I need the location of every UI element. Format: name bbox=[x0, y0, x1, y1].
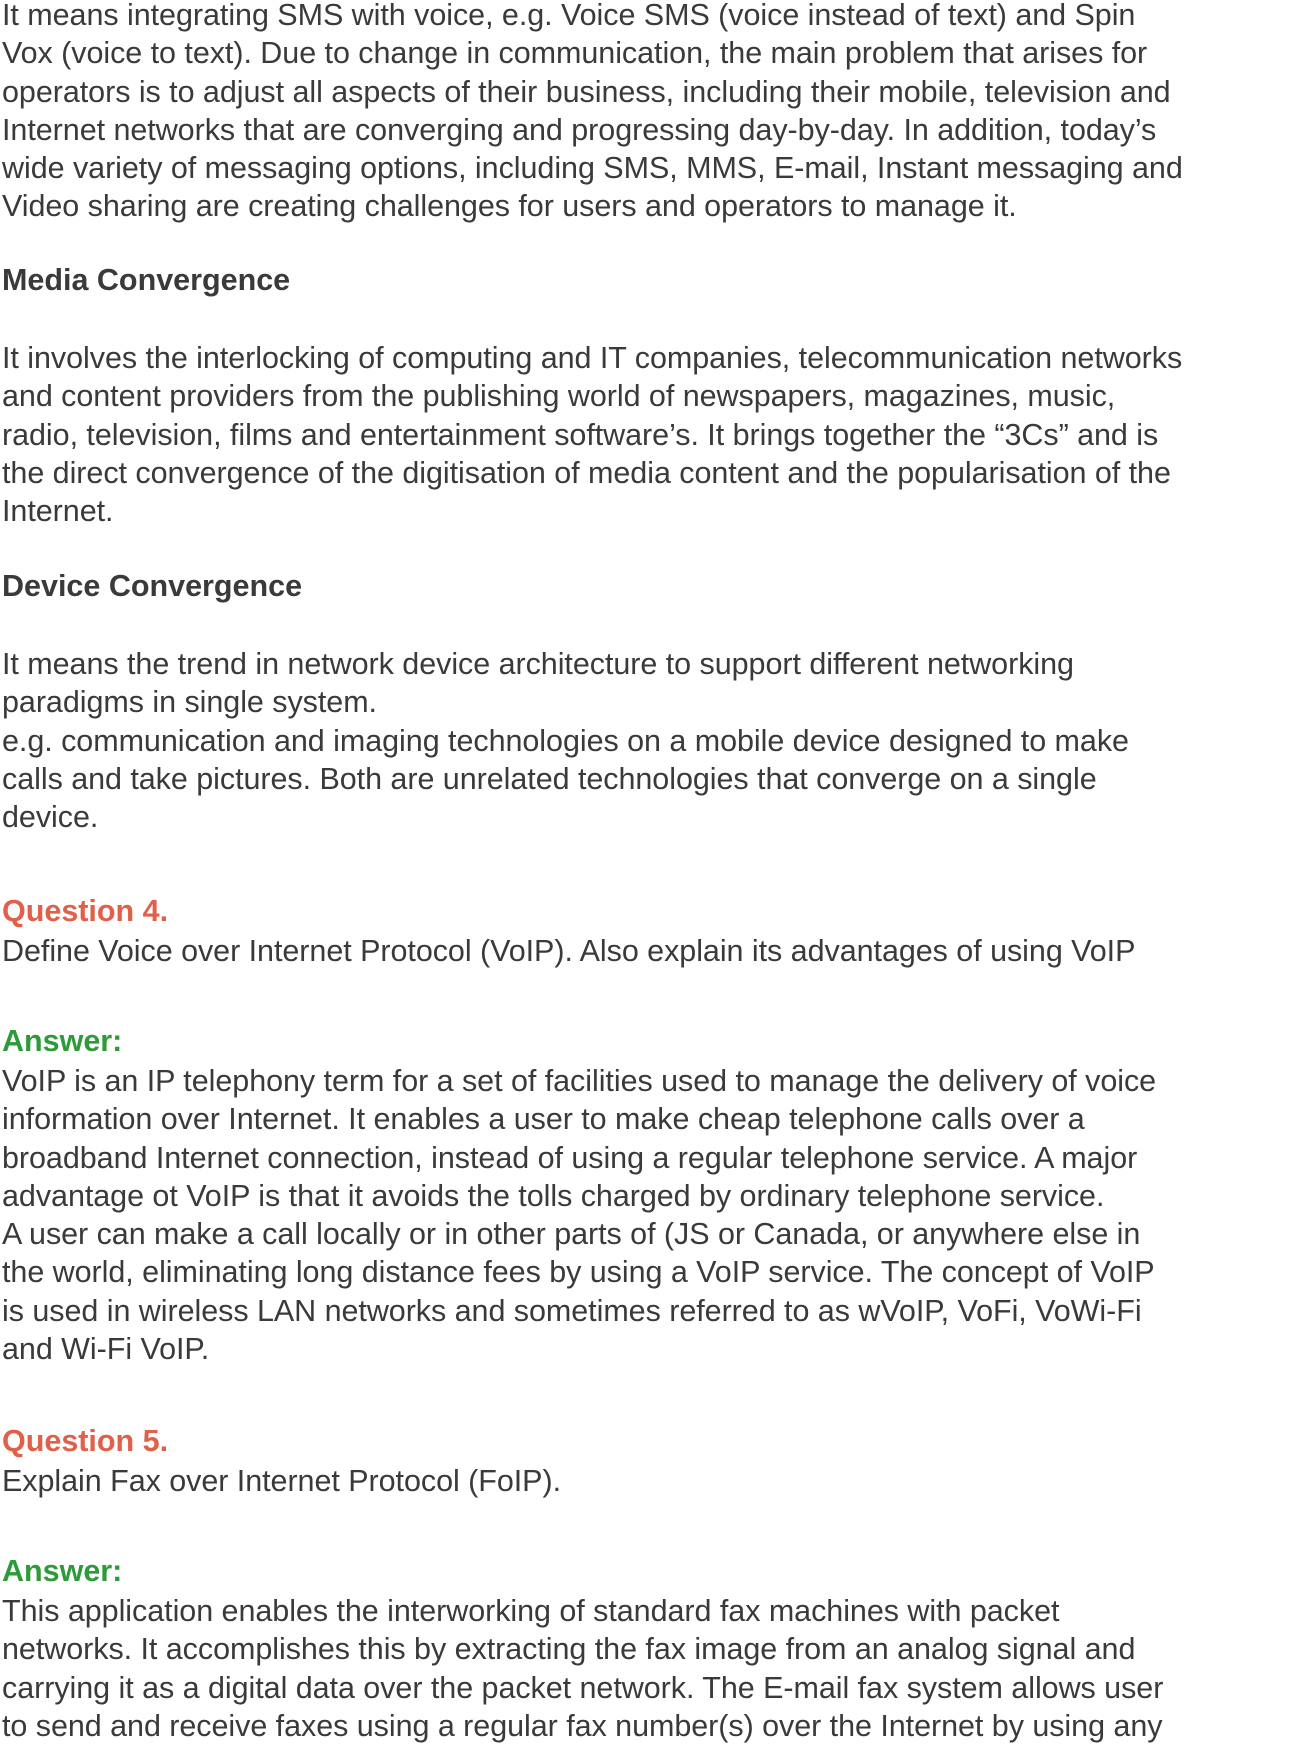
text-line: device. bbox=[2, 800, 99, 835]
text-line: e.g. communication and imaging technologies on a mobile device designed to make bbox=[2, 723, 1129, 758]
text-line: to send and receive faxes using a regular fax number(s) over the Internet by using any bbox=[2, 1708, 1163, 1743]
text-line: operators is to adjust all aspects of their business, including their mobile, television and bbox=[2, 74, 1171, 109]
device-convergence-paragraph bbox=[2, 645, 1129, 836]
media-convergence-text bbox=[2, 339, 1182, 530]
intro-paragraph bbox=[2, 0, 1183, 226]
text-line: networks. It accomplishes this by extracting the fax image from an analog signal and bbox=[2, 1632, 1136, 1667]
text-line: the direct convergence of the digitisation of media content and the popularisation of the bbox=[2, 455, 1171, 490]
text-line: Vox (voice to text). Due to change in communication, the main problem that arises for bbox=[2, 36, 1148, 71]
text-line: This application enables the interworking of standard fax machines with packet bbox=[2, 1594, 1060, 1628]
text-line: advantage ot VoIP is that it avoids the tolls charged by ordinary telephone service. bbox=[2, 1178, 1105, 1213]
text-line: VoIP is an IP telephony term for a set of facilities used to manage the delivery of voice bbox=[2, 1064, 1157, 1098]
question-4-answer-text bbox=[2, 1062, 1156, 1368]
question-5-answer bbox=[2, 1592, 1163, 1745]
question-4-label: Question 4. bbox=[2, 894, 169, 928]
text-line: Video sharing are creating challenges for users and operators to manage it. bbox=[2, 189, 1017, 224]
intro-paragraph-text bbox=[2, 0, 1183, 226]
text-line: A user can make a call locally or in other parts of (JS or Canada, or anywhere else in bbox=[2, 1217, 1141, 1252]
question-5-answer-text bbox=[2, 1592, 1163, 1745]
text-line: Internet. bbox=[2, 494, 114, 529]
text-line: carrying it as a digital data over the packet network. The E-mail fax system allows user bbox=[2, 1670, 1164, 1705]
question-4-text: Define Voice over Internet Protocol (VoIP). Also explain its advantages of using VoIP bbox=[2, 934, 1136, 968]
question-5-answer-label: Answer: bbox=[2, 1554, 123, 1588]
media-convergence-paragraph bbox=[2, 339, 1182, 530]
text-line: wide variety of messaging options, including SMS, MMS, E-mail, Instant messaging and bbox=[2, 151, 1183, 186]
text-line: paradigms in single system. bbox=[2, 685, 377, 720]
media-convergence-heading: Media Convergence bbox=[2, 263, 291, 297]
text-line: the world, eliminating long distance fees by using a VoIP service. The concept of VoIP bbox=[2, 1255, 1155, 1290]
question-4-answer bbox=[2, 1062, 1156, 1368]
question-4-answer-label: Answer: bbox=[2, 1024, 123, 1058]
text-line: is used in wireless LAN networks and sometimes referred to as wVoIP, VoFi, VoWi-Fi bbox=[2, 1293, 1142, 1328]
text-line: It means integrating SMS with voice, e.g. Voice SMS (voice instead of text) and Spin bbox=[2, 0, 1136, 32]
text-line: It involves the interlocking of computing and IT companies, telecommunication networks bbox=[2, 341, 1183, 375]
device-convergence-heading: Device Convergence bbox=[2, 569, 303, 603]
text-line: radio, television, films and entertainment software’s. It brings together the “3Cs” and is bbox=[2, 417, 1159, 452]
text-line: Internet networks that are converging and progressing day-by-day. In addition, today’s bbox=[2, 112, 1157, 147]
text-line: and Wi-Fi VoIP. bbox=[2, 1332, 210, 1367]
question-5-text: Explain Fax over Internet Protocol (FoIP). bbox=[2, 1464, 561, 1498]
text-line: information over Internet. It enables a user to make cheap telephone calls over a bbox=[2, 1102, 1085, 1137]
text-line: and content providers from the publishing world of newspapers, magazines, music, bbox=[2, 379, 1116, 414]
text-line: broadband Internet connection, instead of using a regular telephone service. A major bbox=[2, 1140, 1138, 1175]
question-5-label: Question 5. bbox=[2, 1424, 169, 1458]
device-convergence-text bbox=[2, 645, 1129, 836]
text-line: calls and take pictures. Both are unrelated technologies that converge on a single bbox=[2, 761, 1097, 796]
text-line: It means the trend in network device architecture to support different networking bbox=[2, 647, 1074, 681]
